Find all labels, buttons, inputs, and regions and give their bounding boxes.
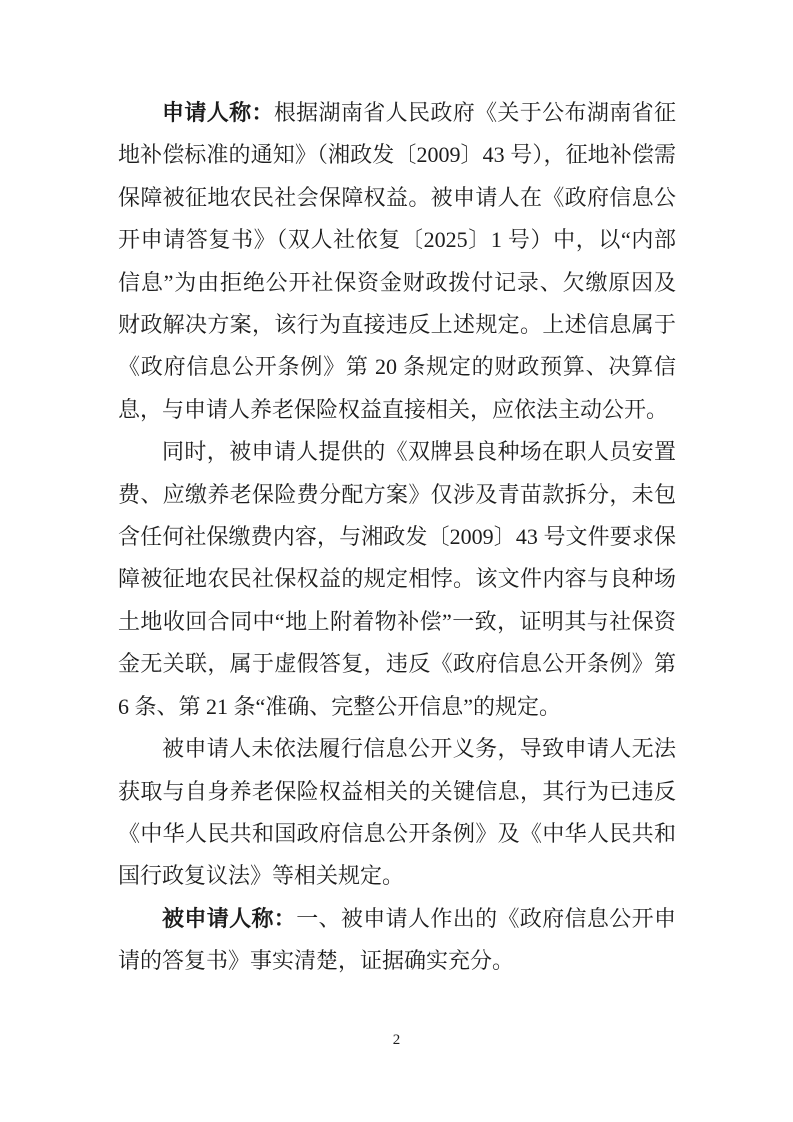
paragraph-text: 同时，被申请人提供的《双牌县良种场在职人员安置费、应缴养老保险费分配方案》仅涉及青苗款拆分，未包含任何社保缴费内容，与湘政发〔2009〕43 号文件要求保障被征地农民社保权益的规定相悖。该文件内容与良种场土地收回合同中“地上附着物补偿”一致，证明其与社保资金无关联，属于虚假答复，违反《政府信息公开条例》第 6 条、第 21 条“准确、完整公开信息”的规定。 [118, 439, 676, 719]
paragraph-respondent-claim [118, 898, 676, 983]
paragraph-applicant-claim [118, 92, 676, 431]
paragraph-text: 根据湖南省人民政府《关于公布湖南省征地补偿标准的通知》（湘政发〔2009〕43 号），征地补偿需保障被征地农民社会保障权益。被申请人在《政府信息公开申请答复书》（双人社依复〔2025〕1 号）中，以“内部信息”为由拒绝公开社保资金财政拨付记录、欠缴原因及财政解决方案，该行为直接违反上述规定。上述信息属于《政府信息公开条例》第 20 条规定的财政预算、决算信息，与申请人养老保险权益直接相关，应依法主动公开。 [118, 100, 676, 422]
page-number: 2 [392, 1032, 401, 1048]
respondent-claim-label: 被申请人称： [162, 905, 297, 931]
paragraph-text: 一、被申请人作出的《政府信息公开申请的答复书》事实清楚，证据确实充分。 [118, 905, 676, 974]
paragraph-scheme-argument [118, 431, 676, 728]
applicant-claim-label: 申请人称： [162, 100, 274, 125]
document-body [118, 92, 676, 983]
paragraph-text: 被申请人未依法履行信息公开义务，导致申请人无法获取与自身养老保险权益相关的关键信息，其行为已违反《中华人民共和国政府信息公开条例》及《中华人民共和国行政复议法》等相关规定。 [118, 736, 676, 889]
paragraph-violation-summary [118, 728, 676, 898]
